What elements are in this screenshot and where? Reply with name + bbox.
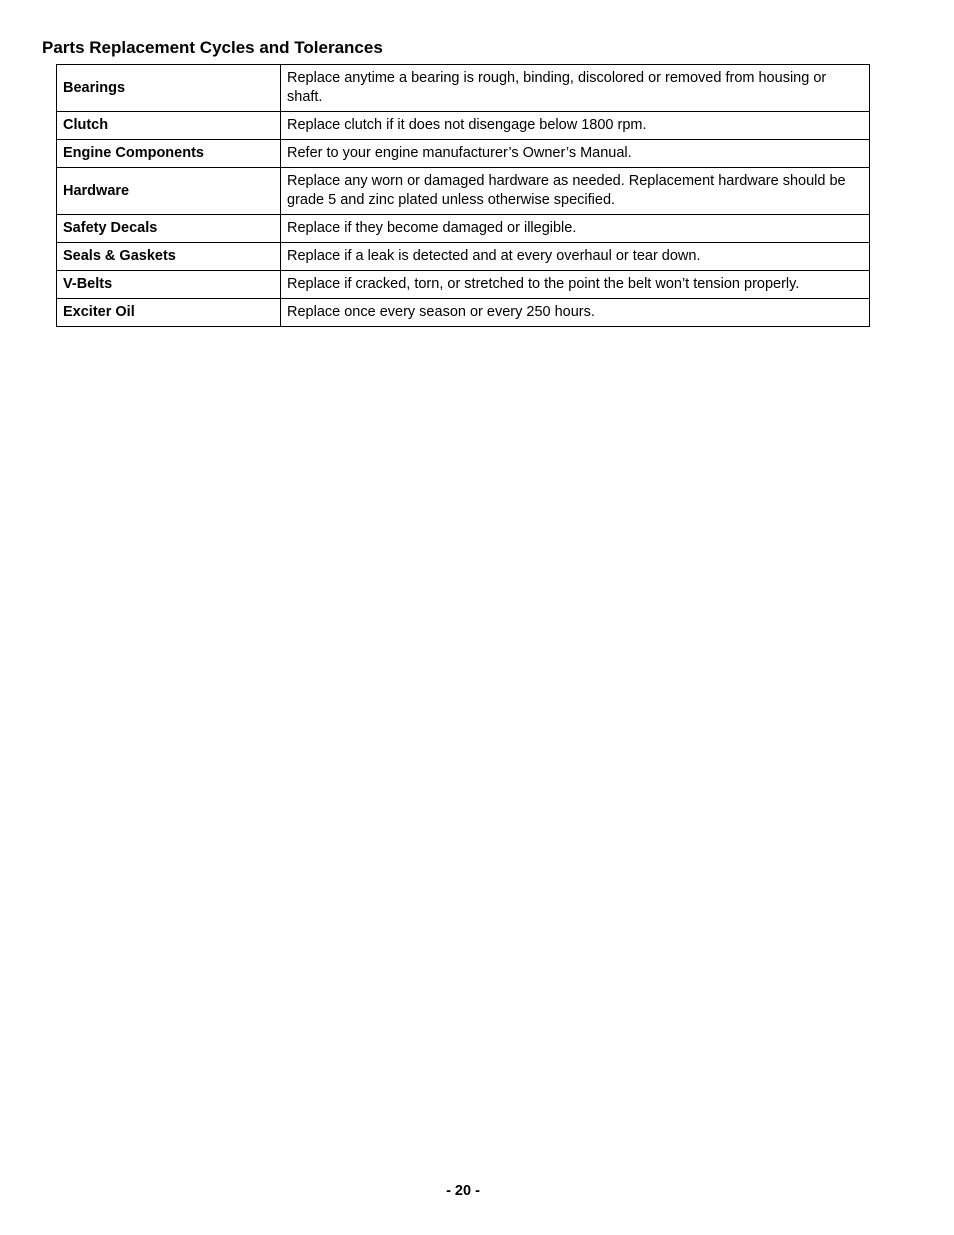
page-number: - 20 -: [446, 1183, 480, 1199]
page-title: Parts Replacement Cycles and Tolerances: [42, 38, 383, 57]
table-row: [57, 168, 870, 215]
table-row: [57, 299, 870, 327]
parts-replacement-table: [56, 64, 870, 327]
part-name-cell: V-Belts: [57, 271, 281, 299]
part-name-cell: Bearings: [57, 65, 281, 112]
part-name-cell: Exciter Oil: [57, 299, 281, 327]
part-name-cell: Engine Components: [57, 140, 281, 168]
table-row: [57, 243, 870, 271]
part-description-cell: Replace any worn or damaged hardware as needed. Replacement hardware should be grade 5 and zinc plated unless otherwise specified.: [281, 168, 870, 215]
part-description-cell: Replace clutch if it does not disengage below 1800 rpm.: [281, 112, 870, 140]
part-name-cell: Safety Decals: [57, 215, 281, 243]
part-description-cell: Replace anytime a bearing is rough, binding, discolored or removed from housing or shaft.: [281, 65, 870, 112]
table-row: [57, 271, 870, 299]
table-row: [57, 140, 870, 168]
part-description-cell: Replace if cracked, torn, or stretched to the point the belt won’t tension properly.: [281, 271, 870, 299]
table-row: [57, 112, 870, 140]
part-description-cell: Refer to your engine manufacturer’s Owner’s Manual.: [281, 140, 870, 168]
part-name-cell: Hardware: [57, 168, 281, 215]
part-description-cell: Replace once every season or every 250 hours.: [281, 299, 870, 327]
table-row: [57, 65, 870, 112]
table-row: [57, 215, 870, 243]
part-name-cell: Seals & Gaskets: [57, 243, 281, 271]
part-description-cell: Replace if a leak is detected and at every overhaul or tear down.: [281, 243, 870, 271]
part-description-cell: Replace if they become damaged or illegible.: [281, 215, 870, 243]
part-name-cell: Clutch: [57, 112, 281, 140]
